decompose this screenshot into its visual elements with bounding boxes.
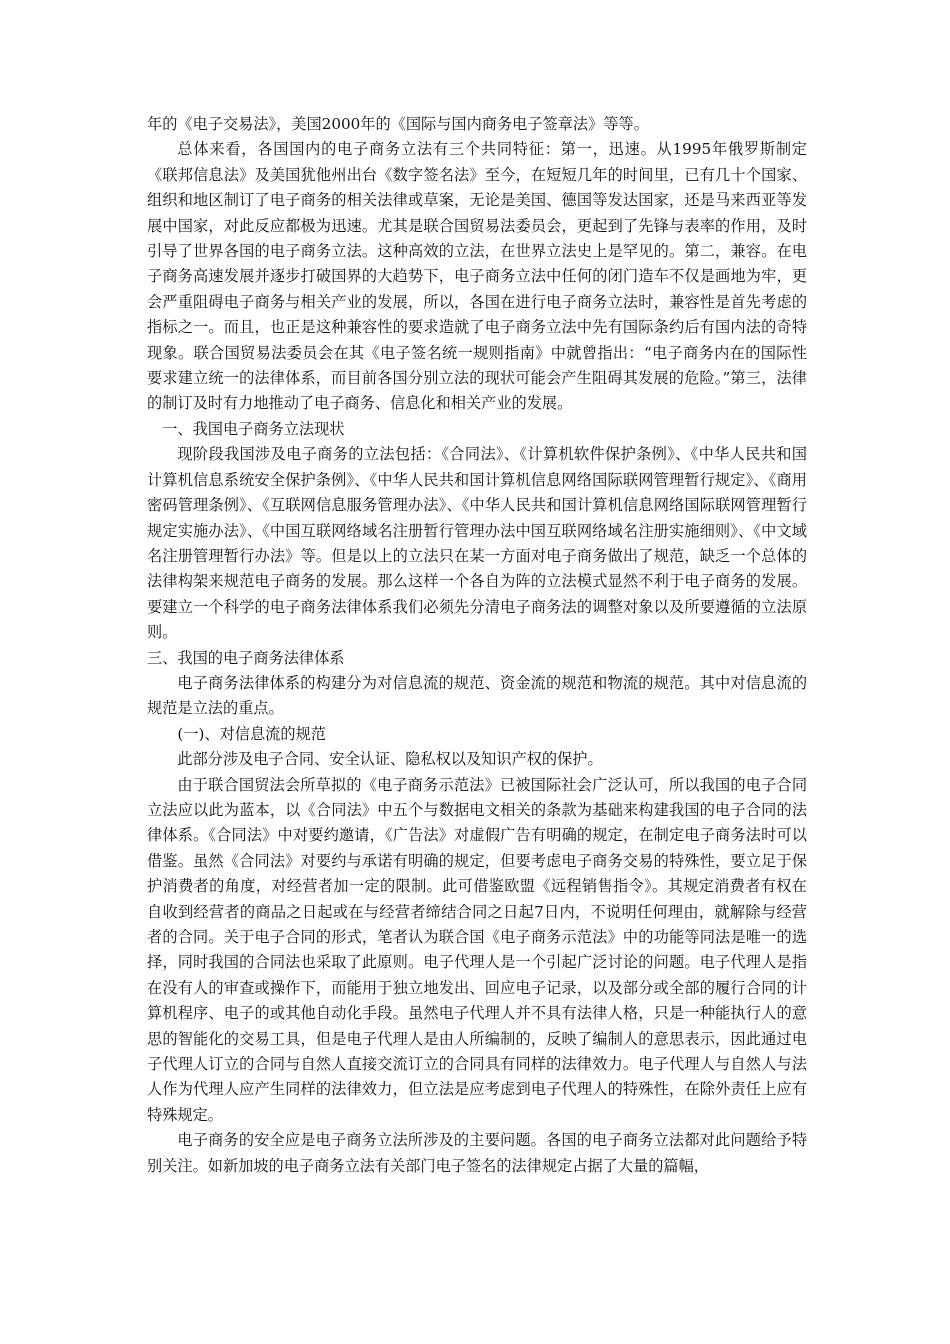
paragraph-continuation: 年的《电子交易法》，美国2000年的《国际与国内商务电子签章法》等等。 xyxy=(147,115,649,133)
paragraph-information-flow-scope: 此部分涉及电子合同、安全认证、隐私权以及知识产权的保护。 xyxy=(177,750,603,769)
paragraph-electronic-contracts: 由于联合国贸法会所草拟的《电子商务示范法》已被国际社会广泛认可，所以我国的电子合同立法应以此为蓝本，以《合同法》中五个与数据电文相关的条款为基础来构建我国的电子合同的法律体系。《合同法》中对要约邀请，《广告法》对虚假广告有明确的规定，在制定电子商务法时可以借鉴。虽然《合同法》对要约与承诺有明确的规定，但要考虑电子商务交易的特殊性，要立足于保护消费者的角度，对经营者加一定的限制。此可借鉴欧盟《远程销售指令》。其规定消费者有权在自收到经营者的商品之日起或在与经营者缔结合同之日起7日内，不说明任何理由，就解除与经营者的合同。关于电子合同的形式，笔者认为联合国《电子商务示范法》中的功能等同法是唯一的选择，同时我国的合同法也采取了此原则。电子代理人是一个引起广泛讨论的问题。电子代理人是指在没有人的审查或操作下，而能用于独立地发出、回应电子记录，以及部分或全部的履行合同的计算机程序、电子的或其他自动化手段。虽然电子代理人并不具有法律人格，只是一种能执行人的意思的智能化的交易工具，但是电子代理人是由人所编制的，反映了编制人的意思表示，因此通过电子代理人订立的合同与自然人直接交流订立的合同具有同样的法律效力。电子代理人与自然人与法人作为代理人应产生同样的法律效力，但立法是应考虑到电子代理人的特殊性，在除外责任上应有特殊规定。 xyxy=(147,775,807,1124)
paragraph-legal-system-intro: 电子商务法律体系的构建分为对信息流的规范、资金流的规范和物流的规范。其中对信息流的规范是立法的重点。 xyxy=(147,673,807,718)
paragraph-security: 电子商务的安全应是电子商务立法所涉及的主要问题。各国的电子商务立法都对此问题给予特别关注。如新加坡的电子商务立法有关部门电子签名的法律规定占据了大量的篇幅， xyxy=(147,1131,807,1175)
document-body xyxy=(147,112,807,1179)
subsection-heading-information-flow: (一)、对信息流的规范 xyxy=(177,724,326,743)
paragraph-common-features: 总体来看，各国国内的电子商务立法有三个共同特征：第一，迅速。从1995年俄罗斯制定《联邦信息法》及美国犹他州出台《数字签名法》至今，在短短几年的时间里，已有几十个国家、组织和地区制订了电子商务的相关法律或草案，无论是美国、德国等发达国家，还是马来西亚等发展中国家，对此反应都极为迅速。尤其是联合国贸易法委员会，更起到了先锋与表率的作用，及时引导了世界各国的电子商务立法。这种高效的立法，在世界立法史上是罕见的。第二，兼容。在电子商务高速发展并逐步打破国界的大趋势下，电子商务立法中任何的闭门造车不仅是画地为牢，更会严重阻碍电子商务与相关产业的发展，所以，各国在进行电子商务立法时，兼容性是首先考虑的指标之一。而且，也正是这种兼容性的要求造就了电子商务立法中先有国际条约后有国内法的奇特现象。联合国贸易法委员会在其《电子签名统一规则指南》中就曾指出：“电子商务内在的国际性要求建立统一的法律体系，而目前各国分别立法的现状可能会产生阻碍其发展的危险。”第三，法律的制订及时有力地推动了电子商务、信息化和相关产业的发展。 xyxy=(147,140,807,413)
paragraph-current-legislation: 现阶段我国涉及电子商务的立法包括：《合同法》、《计算机软件保护条例》、《中华人民共和国计算机信息系统安全保护条例》、《中华人民共和国计算机信息网络国际联网管理暂行规定》、《商用密码管理条例》、《互联网信息服务管理办法》、《中华人民共和国计算机信息网络国际联网管理暂行规定实施办法》、《中国互联网络域名注册暂行管理办法中国互联网络域名注册实施细则》、《中文域名注册管理暂行办法》等。但是以上的立法只在某一方面对电子商务做出了规范，缺乏一个总体的法律构架来规范电子商务的发展。那么这样一个各自为阵的立法模式显然不利于电子商务的发展。要建立一个科学的电子商务法律体系我们必须先分清电子商务法的调整对象以及所要遵循的立法原则。 xyxy=(147,445,807,642)
section-heading-current-legislation: 一、我国电子商务立法现状 xyxy=(162,419,345,438)
section-heading-legal-system: 三、我国的电子商务法律体系 xyxy=(147,648,345,667)
